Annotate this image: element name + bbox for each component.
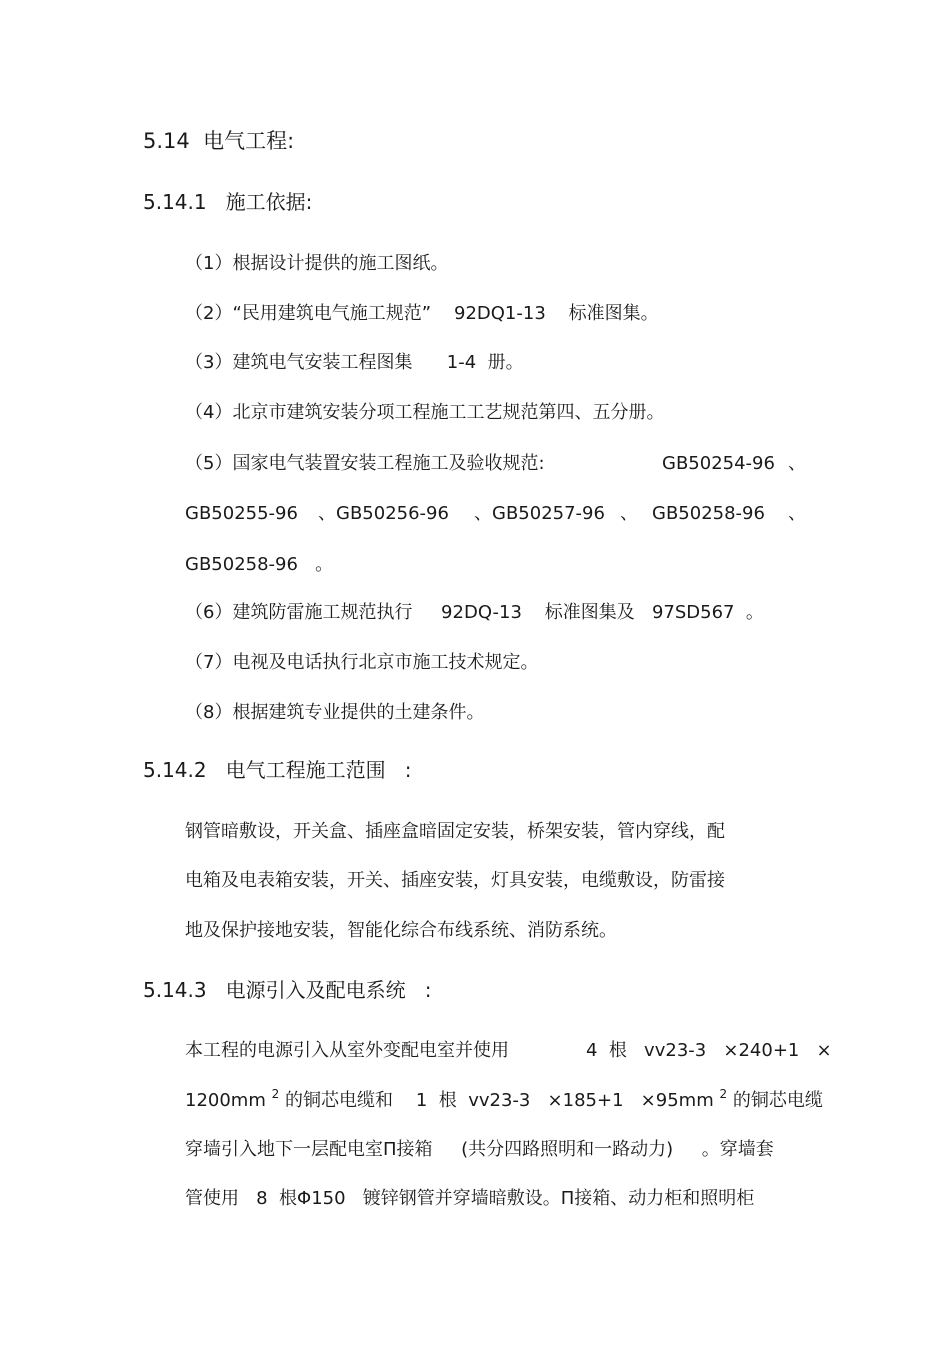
basis-item-5-code: GB50254-96 — [662, 453, 775, 474]
basis-item-5-code: GB50255-96 — [185, 503, 298, 524]
scope-line: 钢管暗敷设，开关盒、插座盒暗固定安装，桥架安装，管内穿线，配 — [185, 821, 725, 842]
power-line-2c: 的铜芯电缆 — [732, 1090, 823, 1111]
power-line-2 — [185, 1087, 823, 1111]
basis-item-4: （4）北京市建筑安装分项工程施工工艺规范第四、五分册。 — [185, 402, 665, 423]
basis-item-7: （7）电视及电话执行北京市施工技术规定。 — [185, 652, 539, 673]
basis-item-5-sep: 、 — [788, 503, 806, 524]
scope-line: 电箱及电表箱安装，开关、插座安装，灯具安装，电缆敷设，防雷接 — [185, 870, 725, 891]
power-line-3: 穿墙引入地下一层配电室Π接箱 (共分四路照明和一路动力) 。穿墙套 — [185, 1139, 774, 1160]
basis-item-5-code: 、GB50257-96 — [474, 503, 605, 524]
scope-heading: 5.14.2 电气工程施工范围 : — [143, 758, 412, 782]
basis-item-5-sep: 、 — [620, 503, 638, 524]
basis-item-6: （6）建筑防雷施工规范执行 92DQ-13 标准图集及 97SD567 。 — [185, 602, 764, 623]
scope-line: 地及保护接地安装，智能化综合布线系统、消防系统。 — [185, 920, 617, 941]
basis-item-8: （8）根据建筑专业提供的土建条件。 — [185, 702, 485, 723]
power-line-1b: 4 根 vv23-3 ×240+1 × — [586, 1040, 832, 1061]
power-line-1a: 本工程的电源引入从室外变配电室并使用 — [185, 1040, 509, 1061]
superscript: 2 — [719, 1087, 728, 1101]
superscript: 2 — [271, 1087, 280, 1101]
basis-item-2: （2）“民用建筑电气施工规范” 92DQ1-13 标准图集。 — [185, 303, 659, 324]
section-title: 5.14 电气工程: — [143, 129, 295, 153]
basis-item-5-sep: 、 — [788, 453, 806, 474]
basis-item-5-code: GB50258-96 — [652, 503, 765, 524]
basis-heading: 5.14.1 施工依据: — [143, 190, 313, 214]
basis-item-3: （3）建筑电气安装工程图集 1-4 册。 — [185, 352, 524, 373]
basis-item-1: （1）根据设计提供的施工图纸。 — [185, 253, 449, 274]
power-line-4: 管使用 8 根Φ150 镀锌钢管并穿墙暗敷设。Π接箱、动力柜和照明柜 — [185, 1188, 755, 1209]
basis-item-5-text: （5）国家电气装置安装工程施工及验收规范: — [185, 453, 545, 474]
power-heading: 5.14.3 电源引入及配电系统 : — [143, 978, 432, 1002]
basis-item-5-end: GB50258-96 。 — [185, 554, 334, 575]
power-line-2b: 的铜芯电缆和 1 根 vv23-3 ×185+1 ×95mm — [285, 1090, 714, 1111]
basis-item-5-code: 、GB50256-96 — [318, 503, 449, 524]
power-line-2a: 1200mm — [185, 1090, 266, 1111]
